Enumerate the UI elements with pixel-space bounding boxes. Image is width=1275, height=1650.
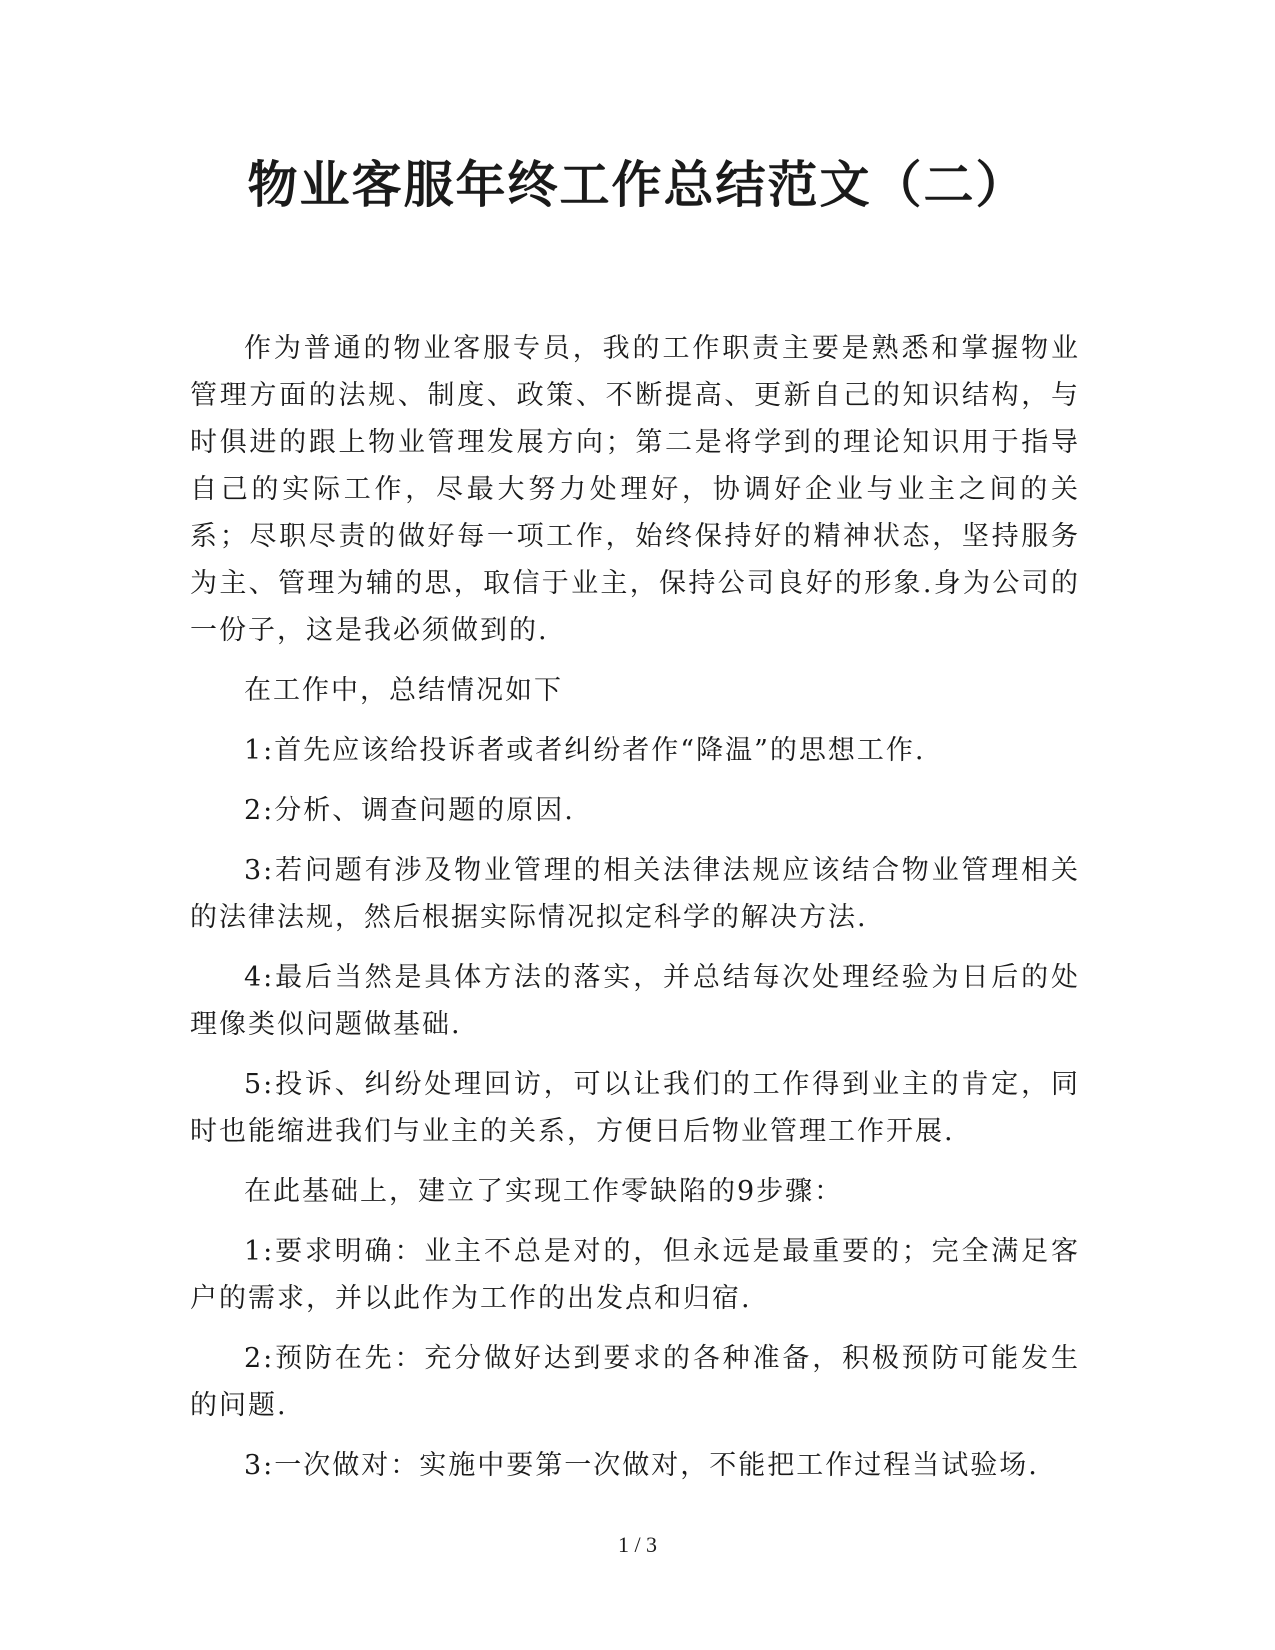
paragraph-steps-heading: 在此基础上，建立了实现工作零缺陷的9步骤： [244, 1176, 844, 1207]
paragraph-item-5: 5:投诉、纠纷处理回访，可以让我们的工作得到业主的肯定，同时也能缩进我们与业主的关系，方便日后物业管理工作开展. [190, 1069, 1080, 1147]
document-body [190, 325, 1080, 1502]
paragraph-intro: 作为普通的物业客服专员，我的工作职责主要是熟悉和掌握物业管理方面的法规、制度、政策、不断提高、更新自己的知识结构，与时俱进的跟上物业管理发展方向；第二是将学到的理论知识用于指导自己的实际工作，尽最大努力处理好，协调好企业与业主之间的关系；尽职尽责的做好每一项工作，始终保持好的精神状态，坚持服务为主、管理为辅的思，取信于业主，保持公司良好的形象.身为公司的一份子，这是我必须做到的. [190, 333, 1080, 646]
paragraph-summary-heading: 在工作中，总结情况如下 [244, 675, 563, 706]
paragraph-step-1: 1:要求明确：业主不总是对的，但永远是最重要的；完全满足客户的需求，并以此作为工作的出发点和归宿. [190, 1236, 1080, 1314]
paragraph-item-4: 4:最后当然是具体方法的落实，并总结每次处理经验为日后的处理像类似问题做基础. [190, 962, 1080, 1040]
paragraph-step-3: 3:一次做对：实施中要第一次做对，不能把工作过程当试验场. [244, 1450, 1039, 1481]
paragraph-step-2: 2:预防在先：充分做好达到要求的各种准备，积极预防可能发生的问题. [190, 1343, 1080, 1421]
document-title: 物业客服年终工作总结范文（二） [247, 155, 1028, 214]
paragraph-item-2: 2:分析、调查问题的原因. [244, 795, 575, 826]
paragraph-item-1: 1:首先应该给投诉者或者纠纷者作“降温”的思想工作. [244, 735, 926, 766]
paragraph-item-3: 3:若问题有涉及物业管理的相关法律法规应该结合物业管理相关的法律法规，然后根据实际情况拟定科学的解决方法. [190, 855, 1080, 933]
page-number: 1 / 3 [617, 1532, 658, 1557]
